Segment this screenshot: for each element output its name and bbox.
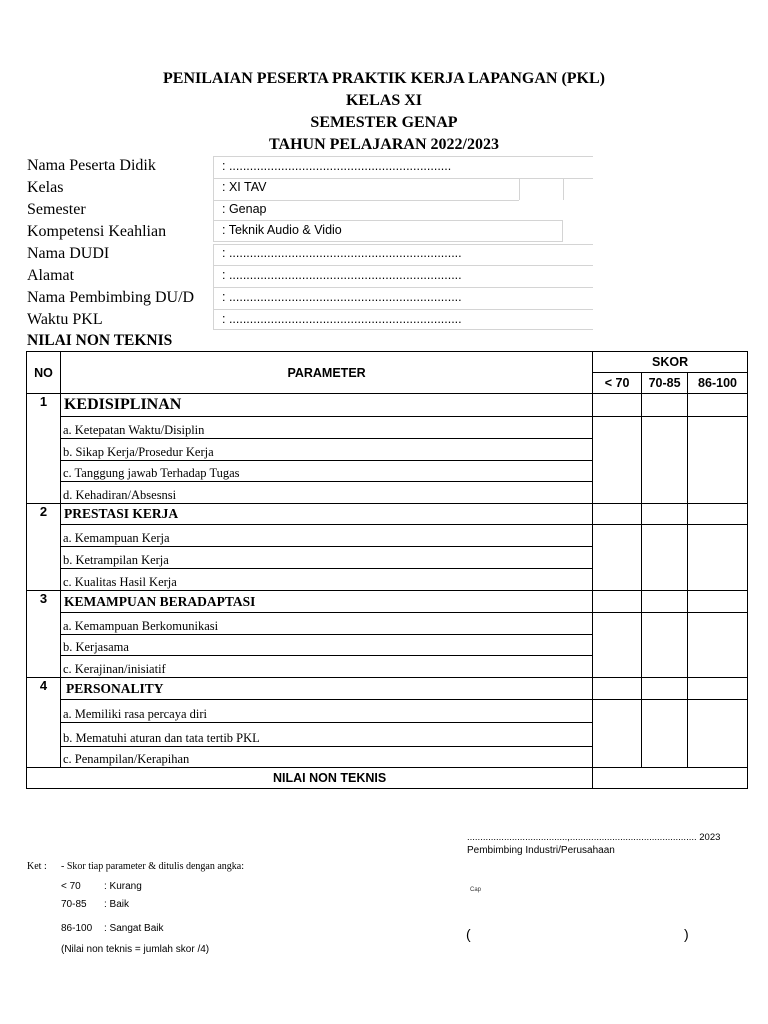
- field-nama-dudi[interactable]: : ...................................................................: [222, 246, 462, 260]
- section-title: NILAI NON TEKNIS: [27, 332, 173, 349]
- col-header-parameter: PARAMETER: [60, 352, 592, 394]
- field-nama-peserta[interactable]: : ................................................................: [222, 159, 452, 173]
- parameter-item: a. Kemampuan Berkomunikasi: [60, 613, 592, 635]
- score-cell-high[interactable]: [688, 525, 748, 591]
- group-number: 1: [27, 394, 61, 504]
- form-class: KELAS XI: [345, 92, 423, 109]
- col-header-range-mid: 70-85: [642, 373, 688, 394]
- group-title: KEDISIPLINAN: [60, 394, 592, 417]
- score-cell-low[interactable]: [593, 525, 642, 591]
- parameter-item: c. Penampilan/Kerapihan: [60, 747, 592, 768]
- group-number: 2: [27, 504, 61, 591]
- label-waktu-pkl: Waktu PKL: [27, 311, 103, 328]
- score-cell-mid[interactable]: [642, 417, 688, 504]
- parameter-item: d. Kehadiran/Absesnsi: [60, 482, 592, 504]
- field-kompetensi[interactable]: : Teknik Audio & Vidio: [222, 223, 342, 237]
- score-cell-low[interactable]: [593, 613, 642, 678]
- form-title: PENILAIAN PESERTA PRAKTIK KERJA LAPANGAN (PKL): [163, 70, 605, 87]
- scale-range: < 70: [61, 881, 81, 892]
- info-grid-cell: [519, 178, 563, 200]
- parameter-item: a. Ketepatan Waktu/Disiplin: [60, 417, 592, 439]
- score-table: [26, 351, 748, 789]
- label-pembimbing: Nama Pembimbing DU/D: [27, 289, 195, 306]
- score-cell-high[interactable]: [688, 417, 748, 504]
- scale-desc: : Kurang: [104, 881, 142, 892]
- parameter-item: b. Sikap Kerja/Prosedur Kerja: [60, 439, 592, 461]
- signature-open-paren: (: [466, 926, 471, 942]
- parameter-item: b. Kerjasama: [60, 635, 592, 656]
- parameter-item: b. Ketrampilan Kerja: [60, 547, 592, 569]
- parameter-item: a. Memiliki rasa percaya diri: [60, 700, 592, 723]
- field-pembimbing[interactable]: : ...................................................................: [222, 290, 462, 304]
- group-title: PERSONALITY: [60, 678, 592, 700]
- scale-desc: : Baik: [104, 899, 130, 910]
- score-cell-mid[interactable]: [642, 525, 688, 591]
- score-cell-mid[interactable]: [642, 700, 688, 768]
- scale-desc: : Sangat Baik: [104, 923, 164, 934]
- score-cell-low[interactable]: [593, 417, 642, 504]
- label-nama-peserta: Nama Peserta Didik: [27, 157, 156, 174]
- stamp-label: Cap: [470, 887, 482, 893]
- label-alamat: Alamat: [27, 267, 75, 284]
- score-cell-low[interactable]: [593, 700, 642, 768]
- signature-close-paren: ): [684, 926, 689, 942]
- field-kelas[interactable]: : XI TAV: [222, 180, 267, 194]
- col-header-range-low: < 70: [593, 373, 642, 394]
- form-year: TAHUN PELAJARAN 2022/2023: [269, 136, 499, 153]
- col-header-skor: SKOR: [593, 352, 748, 373]
- parameter-item: b. Mematuhi aturan dan tata tertib PKL: [60, 723, 592, 747]
- scale-range: 86-100: [61, 923, 93, 934]
- col-header-range-high: 86-100: [688, 373, 748, 394]
- notes-label: Ket :: [27, 861, 47, 872]
- signature-title: Pembimbing Industri/Perusahaan: [467, 845, 615, 856]
- score-cell-high[interactable]: [688, 613, 748, 678]
- total-label: NILAI NON TEKNIS: [27, 768, 593, 789]
- field-waktu-pkl[interactable]: : ...................................................................: [222, 312, 462, 326]
- notes-text: - Skor tiap parameter & ditulis dengan angka:: [61, 861, 245, 872]
- label-kompetensi: Kompetensi Keahlian: [27, 223, 167, 240]
- group-title: PRESTASI KERJA: [60, 504, 592, 525]
- group-title: KEMAMPUAN BERADAPTASI: [60, 591, 592, 613]
- label-nama-dudi: Nama DUDI: [27, 245, 110, 262]
- score-cell-high[interactable]: [688, 700, 748, 768]
- col-header-no: NO: [27, 352, 61, 394]
- field-semester[interactable]: : Genap: [222, 202, 267, 216]
- scale-range: 70-85: [61, 899, 87, 910]
- score-cell-mid[interactable]: [642, 613, 688, 678]
- signature-date: ......................................,................................................ 2023: [467, 832, 721, 843]
- parameter-item: a. Kemampuan Kerja: [60, 525, 592, 547]
- form-semester: SEMESTER GENAP: [310, 114, 458, 131]
- field-alamat[interactable]: : ...................................................................: [222, 268, 462, 282]
- total-value-cell[interactable]: [593, 768, 748, 789]
- label-semester: Semester: [27, 201, 86, 218]
- formula-note: (Nilai non teknis = jumlah skor /4): [61, 944, 210, 955]
- info-grid-cell: [563, 178, 593, 200]
- parameter-item: c. Tanggung jawab Terhadap Tugas: [60, 461, 592, 482]
- parameter-item: c. Kualitas Hasil Kerja: [60, 569, 592, 591]
- parameter-item: c. Kerajinan/inisiatif: [60, 656, 592, 678]
- group-number: 3: [27, 591, 61, 678]
- label-kelas: Kelas: [27, 179, 64, 196]
- group-number: 4: [27, 678, 61, 768]
